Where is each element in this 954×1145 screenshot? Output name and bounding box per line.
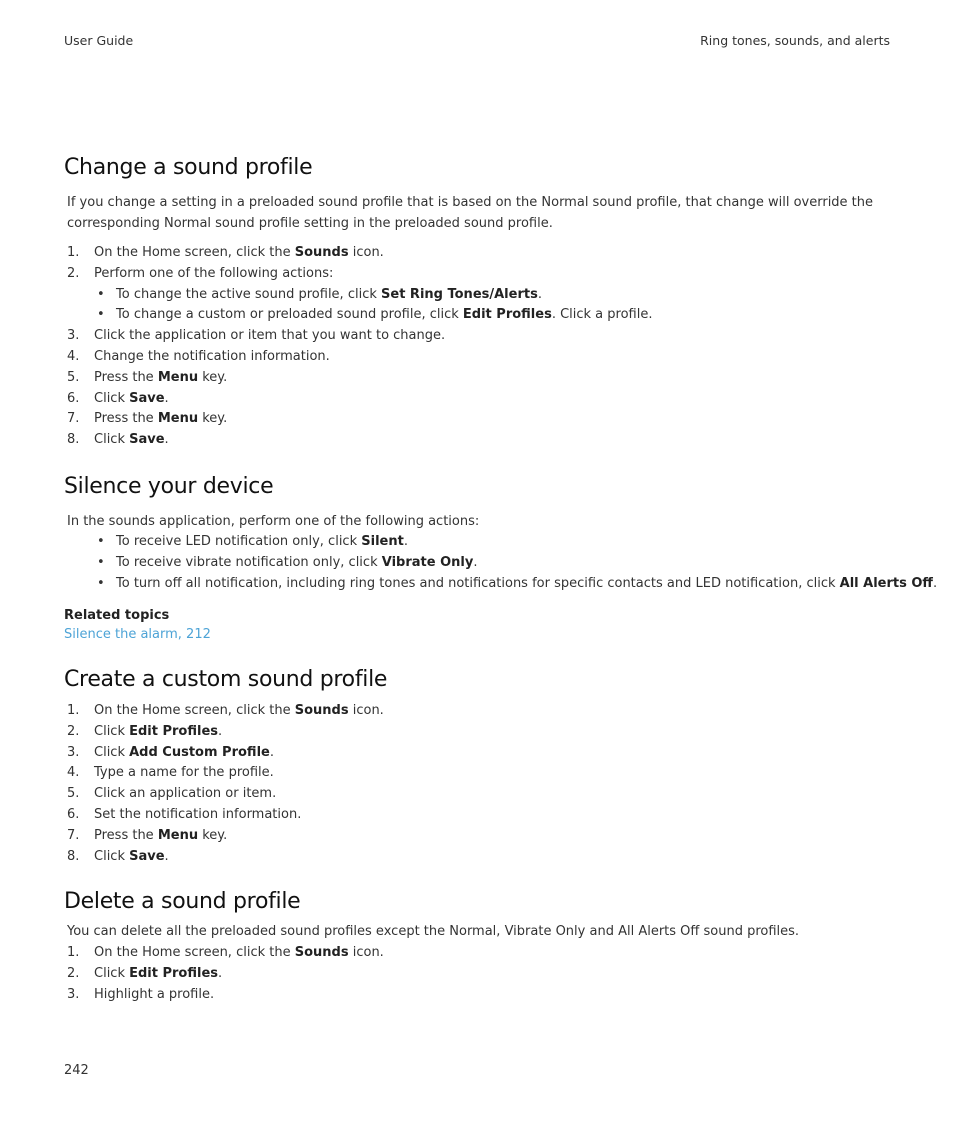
delete-steps <box>67 943 384 1005</box>
step-text: On the Home screen, click the <box>94 945 295 960</box>
step-item <box>67 722 384 743</box>
step-text: To change the active sound profile, click <box>116 286 382 302</box>
ui-term: Sounds <box>294 703 349 718</box>
step-number: 1. <box>67 245 80 260</box>
ui-term: Save <box>129 390 165 406</box>
step-text: Click <box>94 390 130 406</box>
step-text-end: . Click a profile. <box>551 307 653 323</box>
step-text-end: key. <box>198 369 228 385</box>
step-text: Click the application or item that you want to change. <box>94 328 446 344</box>
bullet-marker: • <box>97 286 105 302</box>
step-number: 6. <box>67 806 80 822</box>
step-text-end: . <box>473 554 478 570</box>
step-number: 4. <box>67 348 80 364</box>
step-text-end: . <box>164 432 169 448</box>
heading-delete-sound-profile: Delete a sound profile <box>64 889 301 914</box>
step-item <box>67 701 384 722</box>
step-number: 3. <box>67 986 80 1002</box>
step-item <box>67 943 384 964</box>
step-text: Set the notification information. <box>94 806 302 822</box>
step-text-end: . <box>164 390 169 406</box>
bullet-marker: • <box>97 534 105 549</box>
ui-term: Edit Profiles <box>129 965 219 981</box>
ui-term: Sounds <box>294 945 349 960</box>
related-topics-title: Related topics <box>64 608 170 623</box>
running-header-left: User Guide <box>64 33 134 48</box>
step-text-end: . <box>403 534 408 549</box>
ui-term: Menu <box>157 411 199 427</box>
step-text: Click <box>94 965 130 981</box>
step-text: To receive LED notification only, click <box>116 534 362 549</box>
bullet-item <box>67 285 652 306</box>
heading-create-custom-profile: Create a custom sound profile <box>64 667 388 692</box>
step-number: 2. <box>67 265 80 281</box>
ui-term: Add Custom Profile <box>129 744 270 760</box>
ui-term: Silent <box>361 534 404 549</box>
ui-term: Edit Profiles <box>462 307 552 323</box>
step-text: To change a custom or preloaded sound profile, click <box>116 307 463 323</box>
step-item <box>67 264 652 285</box>
step-text: Press the <box>94 369 158 385</box>
step-item <box>67 409 652 430</box>
step-text: Click <box>94 432 130 448</box>
step-item <box>67 826 384 847</box>
ui-term: Edit Profiles <box>129 723 219 739</box>
step-item <box>67 743 384 764</box>
ui-term: Save <box>129 432 165 448</box>
bullet-marker: • <box>97 554 105 570</box>
step-text-end: icon. <box>348 245 384 260</box>
heading-silence-device: Silence your device <box>64 474 274 499</box>
step-item <box>67 964 384 985</box>
change-intro: If you change a setting in a preloaded sound profile that is based on the Normal sound profile, that change will override the corresponding Normal sound profile setting in the preloaded sound profile. <box>67 195 874 231</box>
step-number: 4. <box>67 765 80 781</box>
step-text: Press the <box>94 411 158 427</box>
step-text: Click an application or item. <box>94 786 277 802</box>
ui-term: Save <box>129 848 165 864</box>
bullet-item <box>67 553 937 574</box>
step-number: 8. <box>67 432 80 448</box>
step-text-end: . <box>537 286 542 302</box>
step-text: To receive vibrate notification only, click <box>116 554 382 570</box>
step-number: 1. <box>67 945 80 960</box>
page-number: 242 <box>64 1063 89 1078</box>
step-text: Press the <box>94 827 158 843</box>
bullet-marker: • <box>97 575 105 591</box>
step-text-end: key. <box>198 411 228 427</box>
ui-term: Sounds <box>294 245 349 260</box>
step-text: Click <box>94 848 130 864</box>
step-item <box>67 430 652 451</box>
step-text: To turn off all notification, including ring tones and notifications for specific contacts and LED notification, click <box>116 575 840 591</box>
step-text-end: key. <box>198 827 228 843</box>
step-text-end: . <box>218 723 223 739</box>
step-text: Change the notification information. <box>94 348 330 364</box>
step-text: On the Home screen, click the <box>94 245 295 260</box>
step-number: 3. <box>67 328 80 344</box>
step-number: 6. <box>67 390 80 406</box>
step-item <box>67 368 652 389</box>
step-number: 7. <box>67 827 80 843</box>
bullet-item <box>67 305 652 326</box>
heading-change-sound-profile: Change a sound profile <box>64 155 313 180</box>
step-text-end: . <box>218 965 223 981</box>
step-text-end: icon. <box>348 703 384 718</box>
step-text: On the Home screen, click the <box>94 703 295 718</box>
running-header-right: Ring tones, sounds, and alerts <box>700 33 890 48</box>
step-item <box>67 347 652 368</box>
step-number: 8. <box>67 848 80 864</box>
ui-term: Menu <box>157 827 199 843</box>
step-item <box>67 389 652 410</box>
step-number: 5. <box>67 369 80 385</box>
change-steps <box>67 243 652 451</box>
ui-term: Set Ring Tones/Alerts <box>381 286 538 302</box>
step-number: 2. <box>67 965 80 981</box>
step-item <box>67 985 384 1006</box>
step-number: 3. <box>67 744 80 760</box>
step-text-end: . <box>932 575 938 591</box>
ui-term: Menu <box>157 369 199 385</box>
step-item <box>67 847 384 868</box>
silence-options <box>67 532 937 594</box>
step-item <box>67 243 652 264</box>
step-text: Type a name for the profile. <box>94 765 274 781</box>
step-number: 2. <box>67 723 80 739</box>
step-item <box>67 805 384 826</box>
bullet-item <box>67 532 937 553</box>
silence-intro: In the sounds application, perform one of the following actions: <box>67 514 480 529</box>
step-text-end: . <box>164 848 169 864</box>
create-steps <box>67 701 384 867</box>
ui-term: Vibrate Only <box>381 554 474 570</box>
step-text: Perform one of the following actions: <box>94 265 334 281</box>
bullet-marker: • <box>97 307 105 323</box>
step-number: 1. <box>67 703 80 718</box>
step-item <box>67 763 384 784</box>
step-text: Click <box>94 723 130 739</box>
step-number: 5. <box>67 786 80 802</box>
step-number: 7. <box>67 411 80 427</box>
bullet-item <box>67 574 937 595</box>
step-text: Highlight a profile. <box>94 986 215 1002</box>
step-text-end: . <box>269 744 274 760</box>
related-topic-link[interactable]: Silence the alarm, 212 <box>64 627 211 642</box>
step-text-end: icon. <box>348 945 384 960</box>
ui-term: All Alerts Off <box>839 575 933 591</box>
step-item <box>67 326 652 347</box>
delete-intro: You can delete all the preloaded sound profiles except the Normal, Vibrate Only and All Alerts Off sound profiles. <box>67 924 800 939</box>
step-text: Click <box>94 744 130 760</box>
step-item <box>67 784 384 805</box>
